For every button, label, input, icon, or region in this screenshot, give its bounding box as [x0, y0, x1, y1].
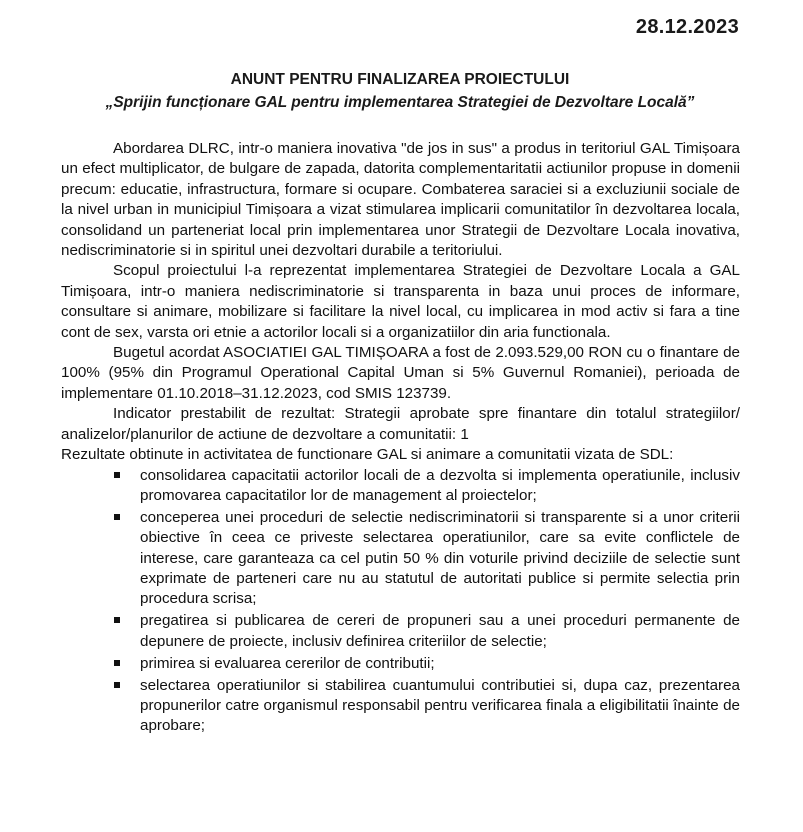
square-bullet-icon — [114, 514, 120, 520]
square-bullet-icon — [114, 472, 120, 478]
document-body — [61, 139, 740, 738]
announcement-title: ANUNT PENTRU FINALIZAREA PROIECTULUI — [230, 71, 570, 88]
list-item — [140, 466, 740, 507]
square-bullet-icon — [114, 682, 120, 688]
list-item-text: conceperea unei proceduri de selectie nediscriminatorii si transparente si a unor criterii obiective în ceea ce priveste selectarea operatiunilor, care sa evite conflictele de interese, care garanteaza ca cel putin 50 % din voturile privind deciziile de selectie sunt exprimate de parteneri care nu au statutul de autoritati publice si permite selectia prin procedura scrisa; — [140, 508, 740, 608]
paragraph-indicator: Indicator prestabilit de rezultat: Strategii aprobate spre finantare din totalul strategiilor/ analizelor/planurilor de actiune de dezvoltare a comunitatii: 1 — [61, 405, 740, 443]
announcement-title-block — [60, 68, 740, 114]
paragraph-scope: Scopul proiectului l-a reprezentat implementarea Strategiei de Dezvoltare Locala a GAL Timișoara, intr-o maniera nediscriminatorie si transparenta in baza unui proces de informare, consultare si animare, mobilizare si facilitare la nivel local, cu implicarea in mod activ si fara a tine cont de sex, varsta ori etnie a actorilor locali si a organizatiilor din aria functionala. — [61, 262, 740, 341]
list-item — [140, 611, 740, 652]
list-item-text: pregatirea si publicarea de cereri de propuneri sau a unei proceduri permanente de depunere de proiecte, inclusiv definirea criteriilor de selectie; — [140, 612, 740, 650]
results-heading: Rezultate obtinute in activitatea de functionare GAL si animare a comunitatii vizata de SDL: — [61, 446, 674, 464]
square-bullet-icon — [114, 660, 120, 666]
results-list — [61, 466, 740, 737]
list-item-text: consolidarea capacitatii actorilor locali de a dezvolta si implementa operatiunile, inclusiv promovarea capacitatilor lor de management al proiectelor; — [140, 466, 740, 504]
paragraph-budget: Bugetul acordat ASOCIATIEI GAL TIMIȘOARA a fost de 2.093.529,00 RON cu o finantare de 100% (95% din Programul Operational Capital Uman si 5% Guvernul Romaniei), perioada de implementare 01.10.2018–31.12.2023, cod SMIS 123739. — [61, 344, 740, 402]
list-item — [140, 508, 740, 610]
paragraph-context: Abordarea DLRC, intr-o maniera inovativa "de jos in sus" a produs in teritoriul GAL Timișoara un efect multiplicator, de bulgare de zapada, datorita complementaritatii actiunilor propuse in domenii precum: educatie, infrastructura, formare si ocupare. Combaterea saraciei si a excluziunii sociale de la nivel urban in municipiul Timișoara a vizat stimularea implicarii comunitatilor în dezvoltarea locala, consolidand un parteneriat local prin implementarea unor Strategii de Dezvoltare Locala inovativa, nediscriminatorie si in spiritul unei dezvoltari durabile a teritoriului. — [61, 140, 740, 260]
list-item-text: selectarea operatiunilor si stabilirea cuantumului contributiei si, dupa caz, prezentarea propunerilor catre organismul responsabil pentru verificarea finala a eligibilitatii înainte de aprobare; — [140, 676, 740, 735]
square-bullet-icon — [114, 617, 120, 623]
list-item — [140, 676, 740, 737]
list-item-text: primirea si evaluarea cererilor de contributii; — [140, 654, 435, 672]
list-item — [140, 654, 740, 674]
document-date: 28.12.2023 — [635, 16, 739, 38]
project-title: „Sprijin funcționare GAL pentru implementarea Strategiei de Dezvoltare Locală” — [105, 94, 695, 111]
